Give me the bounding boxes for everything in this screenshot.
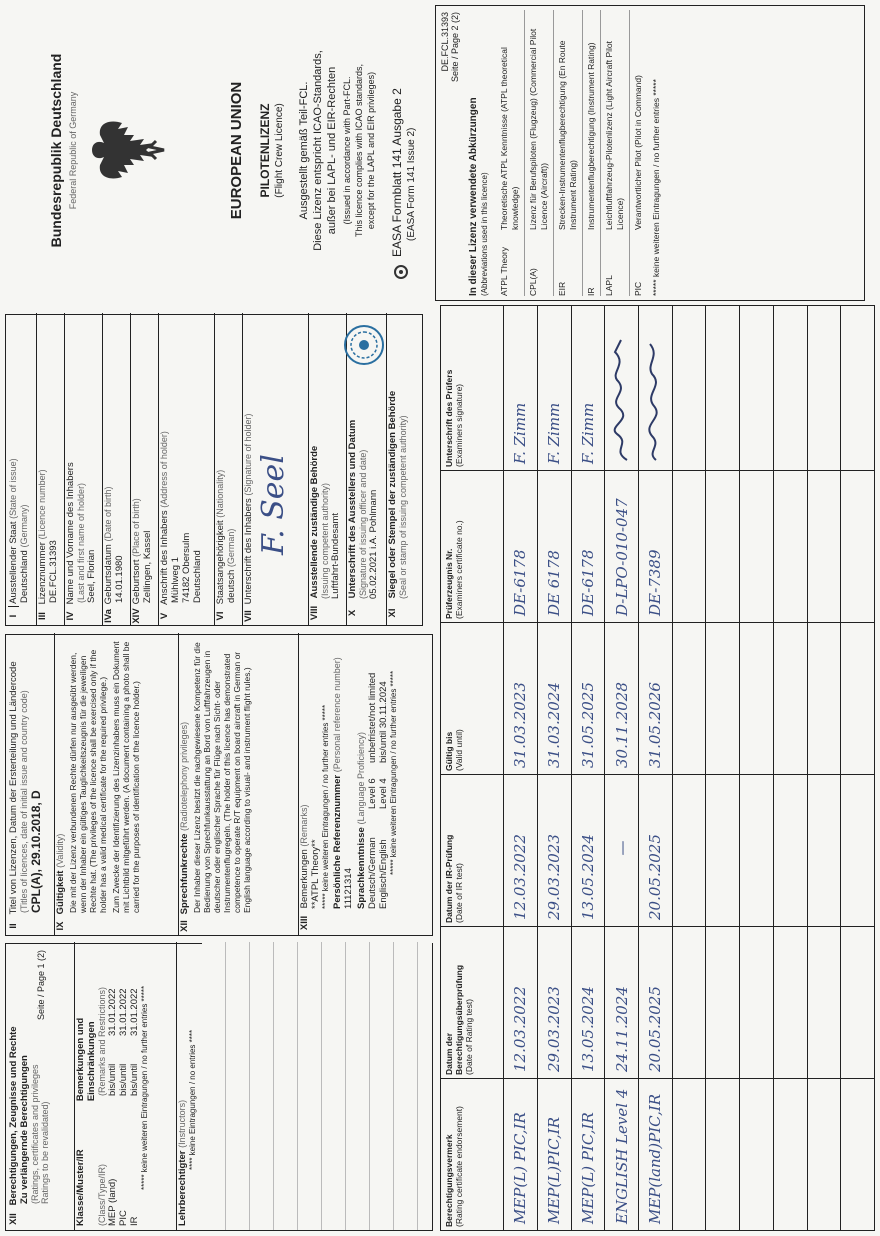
abbrev-heading: In dieser Lizenz verwendete Abkürzungen [468,97,479,296]
table-row [638,306,672,1231]
rating-until-label: bis/until [129,1063,140,1096]
field-label-en: (Date of birth) [103,486,113,542]
field-label-en: (Address of holder) [159,431,169,508]
abbrev-value: Verantwortlicher Pilot (Pilot in Command) [633,75,643,230]
signature-scribble-icon [609,334,633,464]
page-number: Seite / Page 2 (2) [450,12,460,83]
field-number: XII [8,1213,19,1225]
remarks-end: ***** keine weiteren Eintragungen / no further entries ***** [321,704,330,909]
ratings-subtitle: Zu verlängernde Berechtigungen [19,1055,30,1204]
rating-test-date-cell: 13.05.2024 [571,927,605,1079]
field-number: XIV [131,608,142,624]
field-date-of-birth [102,313,125,625]
column-header-label: Unterschrift des Prüfers [444,369,454,467]
examiner-signature-cell: F. Zimm [571,306,605,471]
field-label: Lizenznummer [37,542,48,605]
signature-scribble-icon [642,334,666,464]
rating-endorsement-cell: ENGLISH Level 4 [605,1079,639,1231]
field-label: Bemerkungen [299,849,310,909]
valid-until-cell: 30.11.2028 [605,623,639,775]
holder-signature: F. Seel [256,454,291,555]
rating-endorsement-cell: MEP(L) PIC,IR [571,1079,605,1231]
address-line: Mühlweg 1 [170,557,181,603]
abbrev-end: ***** keine weiteren Eintragungen / no further entries ***** [651,79,661,296]
field-label: Titel von Lizenzen, Datum der Ersterteilung und Ländercode [8,661,19,915]
field-value: Deutschland [19,550,30,603]
instructors-end: **** keine Eintragungen / no entries **** [188,1029,197,1170]
ratings-table [74,942,149,1230]
field-number: II [8,923,19,929]
field-number: XI [387,608,398,618]
rating-class: MEP (land) [107,1178,118,1226]
rating-until-date: 31.01.2022 [129,988,140,1036]
validity-text: Die mit der Lizenz verbundenen Rechte dürfen nur ausgeübt werden, wenn der Inhaber ein gültiges Tauglichkeitszeugnis für die jeweiligen Rechte hat. (The privileges of the licence shall be exercised only if the holder has a valid medical certificate for the required privilege.) [68,649,108,913]
field-label: Staatsangehörigkeit [215,520,226,605]
field-label-en: (Signature of holder) [243,413,253,496]
examiner-number-cell: DE 6178 [537,471,571,623]
examiner-number-cell: DE-7389 [638,471,672,623]
field-label: Geburtsdatum [103,544,114,605]
ratings-subtitle-en: Ratings to be revalidated) [40,1101,50,1204]
field-label-en: (Signature of issuing officer and date) [358,449,368,599]
abbrev-value: Instrumentenflugberechtigung (Instrument Rating) [586,42,596,230]
abbrev-row [524,10,553,296]
examiner-number-cell: DE-6178 [571,471,605,623]
language-level: Level 6 [367,778,378,809]
identification-text: Zum Zwecke der Identifizierung des Lizenzinhabers muss ein Dokument mit Lichtbild mitgeführt werden. (A document containing a photo shall be carried for the purposes of identification of the licence holder.) [111,641,141,913]
rating-until-date: 31.01.2022 [118,988,129,1036]
field-label-en: (Radiotelephony privileges) [179,721,189,831]
field-label: Ausstellender Staat [8,521,19,604]
table-row [773,306,807,1231]
issued-en-1: (Issued in accordance with Part-FCL. [342,76,352,225]
ratings-end: ***** keine weiteren Eintragungen / no further entries ***** [140,985,149,1190]
language-row [367,633,378,935]
examiner-signature-cell [638,306,672,471]
field-remarks [298,633,398,935]
table-row [841,306,875,1231]
field-state-of-issue [8,313,30,625]
field-label-en: (Last and first name of holder) [76,482,86,603]
licence-validity-panel [5,634,433,936]
remarks-value: **ATPL Theory** [310,839,321,909]
language-label-en: (Language Proficiency) [356,731,366,825]
rating-class: PIC [118,1210,129,1226]
rating-until-label: bis/until [118,1063,129,1096]
ir-test-date-cell: — [605,775,639,927]
instructors-label: Lehrberechtigter [177,1150,188,1226]
language-validity: bis/until 30.11.2024 [378,681,389,763]
issued-en-2: This licence complies with ICAO standards, [354,63,364,238]
field-label: Siegel oder Stempel der zuständigen Behörde [387,390,398,599]
date-of-birth-value: 14.01.1980 [114,555,125,603]
field-label-en: (Place of birth) [131,498,141,557]
field-label-en: (Seal or stamp of issuing competent authority) [398,415,408,599]
column-header-label-en: (Examiners certificate no.) [454,520,464,619]
licence-title-en: (Flight Crew Licence) [274,103,285,198]
examiner-signature-cell: F. Zimm [504,306,538,471]
endorsement-log-panel [440,306,875,1231]
issuer-signature-value: 05.02.2021 i.A. Pohlmann [368,489,379,599]
examiner-number-cell: D-LPO-010-047 [605,471,639,623]
instructors-field [176,942,197,1230]
column-header [441,775,504,927]
field-label: Gültigkeit [55,870,66,915]
abbrev-key: PIC [633,281,643,296]
field-label: Unterschrift des Inhabers [243,498,254,605]
valid-until-cell: 31.03.2024 [537,623,571,775]
rating-until-label: bis/until [107,1063,118,1096]
language-name: Englisch/English [378,839,389,909]
column-header [441,927,504,1079]
column-header-label-en: (Date of Rating test) [464,998,474,1075]
column-header-label-en: (Date of IR test) [454,863,464,923]
endorsement-header-row [441,306,504,1231]
holder-name-value: Seel, Florian [86,549,97,603]
column-header-label: Datum der Berechtigungsüberprüfung [444,964,464,1075]
endorsement-table [440,305,875,1231]
rating-test-date-cell: 29.03.2023 [537,927,571,1079]
abbrev-list [496,10,666,296]
address-line: Deutschland [192,550,203,603]
reference-label: Persönliche Referenznummer [332,774,343,909]
field-label-en: (Titles of licences, date of initial issue and country code) [19,690,29,913]
field-number: IX [55,921,66,931]
field-label: Geburtsort [131,559,142,605]
table-row [504,306,538,1231]
valid-until-cell: 31.05.2025 [571,623,605,775]
rating-endorsement-cell: MEP(land)PIC,IR [638,1079,672,1231]
column-header-label-en: (Rating certificate endorsement) [454,1106,464,1227]
rating-test-date-cell: 24.11.2024 [605,927,639,1079]
reference-label-en: (Personal reference number) [332,657,342,773]
nationality-value: deutsch [226,569,237,603]
ratings-title: Berechtigungen, Zeugnisse und Rechte [8,1026,19,1206]
authority-seal-icon [342,323,386,367]
licence-number-value: DE.FCL.31393 [48,540,59,603]
field-label-en: (Remarks) [299,804,309,847]
column-header-label-en: (Valid until) [454,729,464,771]
rating-test-date-cell: 12.03.2022 [504,927,538,1079]
issued-de-2: Diese Lizenz entspricht ICAO-Standards, [312,50,324,251]
field-number: V [159,612,170,620]
table-row [571,306,605,1231]
field-label: Name und Vorname des Inhabers [65,462,76,605]
nationality-value-en: (German) [226,528,236,568]
column-header [441,623,504,775]
column-header-label: Prüferzeugnis Nr. [444,548,454,619]
language-name: Deutsch/German [367,837,378,909]
abbrev-value: Lizenz für Berufspiloten (Flugzeug) (Commercial Pilot Licence (Aircraft)) [528,28,549,230]
column-header [441,306,504,471]
holder-panel [5,314,423,626]
licence-titles-value: CPL(A), 29.10.2018, D [29,790,43,913]
language-validity: unbefristet/not limited [367,672,378,763]
field-label-en: (Issuing competent authority) [320,482,330,599]
rating-row [107,942,118,1230]
table-row [537,306,571,1231]
reference-value: 11121314 [343,868,354,909]
federal-eagle-icon [88,117,168,183]
instructors-label-en: (Instructors) [177,1099,187,1148]
language-end: ***** keine weiteren Eintragungen / no further entries ***** [389,670,398,875]
address-line: 74182 Obersulm [181,532,192,603]
abbrev-heading-en: (Abbreviations used in this licence) [480,172,489,296]
field-number: III [37,612,48,620]
table-row [740,306,774,1231]
rating-row [129,942,140,1230]
field-number: X [347,609,358,617]
abbrev-key: ATPL Theory [499,247,509,296]
abbrev-key: EIR [557,281,567,296]
ratings-title-en: (Ratings, certificates and privileges [30,1064,40,1204]
eu-label: EUROPEAN UNION [228,81,245,220]
ir-test-date-cell: 13.05.2024 [571,775,605,927]
abbrev-row [582,10,600,296]
field-number: XIII [299,915,310,931]
abbrev-key: IR [586,287,596,296]
form-number: EASA Formblatt 141 Ausgabe 2 [390,88,404,257]
abbrev-key: LAPL [604,275,614,296]
issued-de-3: außer bei LAPL- und EIR-Rechten [326,66,338,235]
field-label-en: (Nationality) [215,469,225,518]
column-header-label-en: (Examiners signature) [454,383,464,467]
rating-class: IR [129,1216,140,1226]
field-number: VII [243,610,254,622]
field-number: XII [179,920,190,932]
place-of-birth-value: Zellingen, Kassel [142,530,153,603]
abbrev-value: Strecken-Instrumentenflugberechtigung (En Route Instrument Rating) [557,40,578,230]
abbrev-key: CPL(A) [528,268,538,296]
field-number: VI [215,611,226,621]
issued-de-1: Ausgestellt gemäß Teil-FCL. [298,81,310,220]
field-number: I [8,606,19,625]
table-row [672,306,706,1231]
ratings-col-header-en: (Remarks and Restrictions) [97,986,107,1096]
form-number-en: (EASA Form 141 Issue 2) [406,127,417,241]
abbrev-value: Leichtluftfahrzeug-Pilotenlizenz (Light Aircraft Pilot Licence) [604,41,625,230]
abbrev-row [553,10,582,296]
ir-test-date-cell: 12.03.2022 [504,775,538,927]
examiner-signature-cell [605,306,639,471]
field-issuing-authority [308,313,341,625]
field-licence-titles [8,633,43,935]
issued-en-3: except for the LAPL and EIR privileges) [366,71,376,230]
column-header-label: Gültig bis [444,731,454,771]
field-label: Unterschrift des Ausstellers und Datum [347,419,358,599]
rating-endorsement-cell: MEP(L) PIC,IR [504,1079,538,1231]
field-label: Ausstellende zuständige Behörde [309,445,320,599]
field-number: IVa [103,609,114,623]
licence-title: PILOTENLIZENZ [258,103,272,198]
field-value-en: (Germany) [19,504,29,548]
page-number: Seite / Page 1 (2) [36,950,46,1021]
column-header [441,471,504,623]
field-label-en: (State of issue) [8,458,18,519]
ratings-table-lines [202,942,432,1230]
ratings-col-header: Bemerkungen und Einschränkungen [75,1017,97,1102]
easa-logo-icon [392,263,410,281]
ratings-panel [5,943,433,1231]
ratings-col-header: Klasse/Muster/IR [75,1149,86,1226]
column-header-label: Berechtigungsvermerk [444,1134,454,1227]
field-holder-signature [242,313,309,625]
rating-until-date: 31.01.2022 [107,988,118,1036]
field-nationality [214,313,237,625]
abbrev-row [496,10,524,296]
language-level: Level 4 [378,778,389,809]
field-label: Sprechfunkrechte [179,833,190,915]
page-licence-number: DE.FCL.31393 [440,12,450,72]
rating-row [118,942,129,1230]
ir-test-date-cell: 20.05.2025 [638,775,672,927]
table-row [807,306,841,1231]
language-label: Sprachkenntnisse [356,827,367,909]
state-name: Bundesrepublik Deutschland [48,53,64,248]
state-name-en: Federal Republic of Germany [68,91,78,210]
column-header-label: Datum der IR-Prüfung [444,834,454,923]
abbrev-row [629,10,647,296]
field-place-of-birth [130,313,153,625]
language-row [378,633,389,935]
field-address [158,313,203,625]
rating-test-date-cell: 20.05.2025 [638,927,672,1079]
field-number: VIII [309,605,320,621]
field-label: Anschrift des Inhabers [159,510,170,605]
field-validity [54,633,141,935]
field-licence-number [36,313,59,625]
radio-privileges-text: Der Inhaber dieser Lizenz besitzt die nachgewiesene Kompetenz für die Bedienung von Sprechfunkausstattung an Bord von Luftfahrzeugen in deutscher oder englischer Sprache für Flüge nach Sicht- oder Instrumentenflugregeln. (The holder of this licence has demonstrated competence to operate R/T equipment on board aircraft in German or English language according to visual- and instrument flight rules.) [192,642,252,913]
valid-until-cell: 31.03.2023 [504,623,538,775]
ir-test-date-cell: 29.03.2023 [537,775,571,927]
table-row [706,306,740,1231]
field-radio-privileges [178,633,252,935]
valid-until-cell: 31.05.2026 [638,623,672,775]
cover-panel [0,0,428,301]
abbreviations-panel [435,5,865,301]
table-row [605,306,639,1231]
field-number: IV [65,611,76,621]
rating-endorsement-cell: MEP(L)PIC,IR [537,1079,571,1231]
field-seal [386,313,425,625]
ratings-col-header-en: (Class/Type/IR) [97,1163,107,1226]
examiner-signature-cell: F. Zimm [537,306,571,471]
field-label-en: (Validity) [55,833,65,868]
abbrev-row [600,10,629,296]
issuing-authority-value: Luftfahrt-Bundesamt [330,512,341,599]
field-holder-name [64,313,97,625]
examiner-number-cell: DE-6178 [504,471,538,623]
column-header [441,1079,504,1231]
field-label-en: (Licence number) [37,469,47,540]
abbrev-value: Theoretische ATPL Kenntnisse (ATPL theoretical knowledge) [499,47,520,230]
